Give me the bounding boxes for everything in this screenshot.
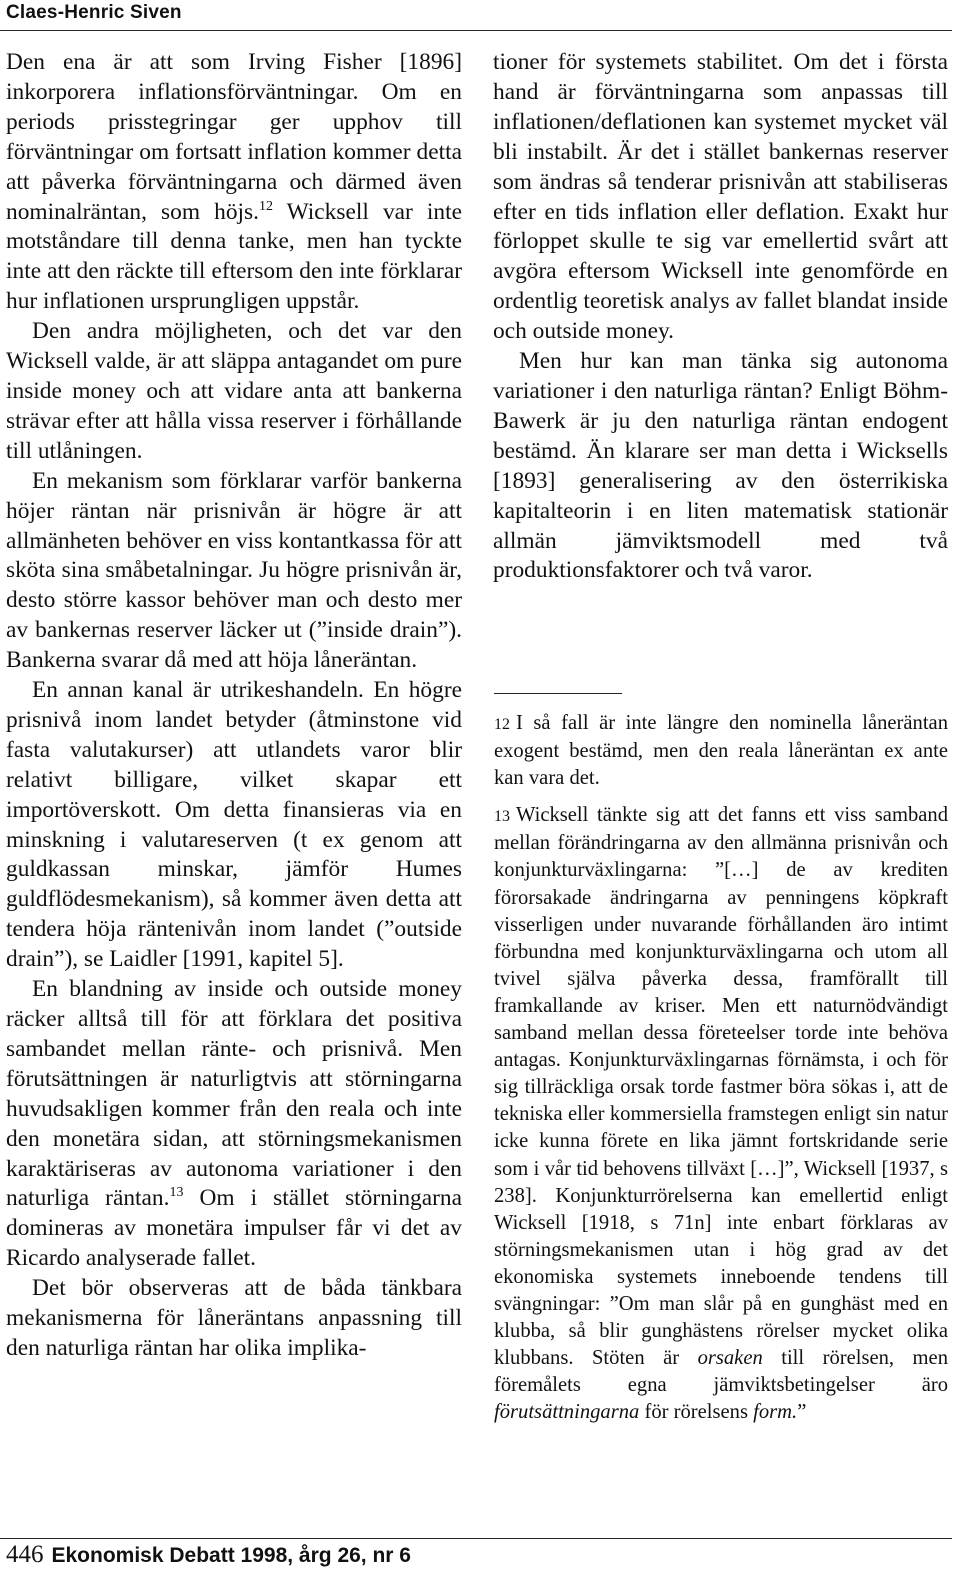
- paragraph: tioner för systemets stabilitet. Om det i första hand är förväntningarna som anpassas till inflationen/deflationen kan systemet mycket väl bli instabilt. Är det i stället bankernas reserver som ändras så tenderar prisnivån att stabiliseras efter en tids inflation eller deflation. Exakt hur förloppet skulle te sig var emellertid svårt att avgöra eftersom Wicksell inte genomförde en ordentlig teoretisk analys av fallet blandat inside och outside money.: [493, 49, 948, 345]
- paragraph: En mekanism som förklarar varför bankerna höjer räntan när prisnivån är högre är att allmänheten behöver en viss kontantkassa för att sköta sina småbetalningar. Ju högre prisnivån är, desto större kassor behöver man och desto mer av bankernas reserver läcker ut (”inside drain”). Bankerna svarar då med att höja låneräntan.: [6, 467, 462, 674]
- footnote-text: Wicksell tänkte sig att det fanns ett viss samband mellan förändringarna av den allmänna prisnivån och konjunkturväxlingarna: ”[…] de av krediten förorsakade ändringarna av penningens köpkraft visserligen under nuvarande förhållanden äro intimt förbundna med konjunkturväxlingarna och utom all tvivel själva påverka dessa, framförallt till framkallande av kriser. Men ett naturnödvändigt samband mellan dessa företeelser torde inte behöva antagas. Konjunkturväxlingarnas förnämsta, i och för sig tillräckliga orsak torde fastmer böra sökas i, att de tekniska eller kommersiella framstegen enligt sin natur icke kunna förete en lika jämnt fortskridande serie som i vår tid behovens tillväxt […]”, Wicksell [1937, s 238]. Konjunkturrörelserna kan emellertid enligt Wicksell [1918, s 71n] inte enbart förklaras av störningsmekanismen utan i hög grad av det ekonomiska systemets inneboende tendens till svängningar: ”Om man slår på en gunghäst med en klubba, så blir gunghästens rörelser mycket olika klubbans. Stöten är: [494, 804, 948, 1370]
- footnote-number: 13: [494, 808, 510, 826]
- footnote-text: I så fall är inte längre den nominella låneräntan exogent bestämd, men den reala låneräntan ex ante kan vara det.: [494, 712, 948, 790]
- footnotes: [494, 710, 948, 1436]
- paragraph: Den andra möjligheten, och det var den Wicksell valde, är att släppa antagandet om pure inside money och att vidare anta att bankerna strävar efter att hålla vissa reserver i förhållande till utlåningen.: [6, 318, 462, 464]
- footnote-text: ”: [797, 1401, 807, 1424]
- footnote-13: [494, 802, 948, 1426]
- footnote-number: 12: [494, 716, 510, 733]
- paragraph-text: Om i stället störningarna domineras av monetära impulser får vi det av Ricardo analyserade fallet.: [6, 1185, 462, 1272]
- footnote-rule: [494, 693, 622, 694]
- emphasis: form.: [753, 1401, 798, 1424]
- journal-citation: Ekonomisk Debatt 1998, årg 26, nr 6: [51, 1544, 411, 1567]
- footnote-text: till rörelsen, men föremålets egna jämviktsbetingelser äro: [494, 1347, 948, 1397]
- footnote-12: [494, 710, 948, 792]
- footer-rule: [0, 1538, 952, 1539]
- paragraph: Men hur kan man tänka sig autonoma variationer i den naturliga räntan? Enligt Böhm-Bawerk är ju den naturliga räntan endogent bestämd. Än klarare ser man detta i Wicksells [1893] generalisering av den österrikiska kapitalteorin i en liten matematisk stationär allmän jämviktsmodell med två produktionsfaktorer och två varor.: [493, 348, 948, 584]
- emphasis: förutsättningarna: [494, 1401, 640, 1424]
- paragraph: [6, 48, 462, 317]
- emphasis: orsaken: [697, 1347, 763, 1370]
- right-column: [493, 48, 948, 586]
- paragraph-text: Den ena är att som Irving Fisher [1896] inkorporera inflationsförväntningar. Om en periods prisstegringar ger upphov till förväntningar om fortsatt inflation kommer detta att påverka förväntningarna och därmed även nominalräntan, som höjs.: [6, 49, 462, 225]
- running-header-author: Claes-Henric Siven: [6, 2, 182, 23]
- footnote-ref-12[interactable]: 12: [258, 198, 273, 214]
- header-rule: [0, 30, 952, 31]
- left-column: [6, 48, 462, 1364]
- footnote-ref-13[interactable]: 13: [169, 1185, 184, 1201]
- paragraph: [6, 975, 462, 1274]
- page-footer: [6, 1541, 411, 1569]
- paragraph-text: Wicksell var inte motståndare till denna tanke, men han tyckte inte att den räckte till eftersom den inte förklarar hur inflationen ursprungligen uppstår.: [6, 198, 462, 315]
- paragraph: Det bör observeras att de båda tänkbara mekanismerna för låneräntans anpassning till den naturliga räntan har olika implika-: [6, 1275, 462, 1361]
- paragraph-text: En blandning av inside och outside money räcker alltså till för att förklara det positiva sambandet mellan ränte- och prisnivå. Men förutsättningen är naturligtvis att störningarna huvudsakligen kommer från den reala och inte den monetära sidan, att störningsmekanismen karaktäriseras av autonoma variationer i den naturliga räntan.: [6, 976, 462, 1212]
- page-number: 446: [6, 1541, 44, 1568]
- paragraph: En annan kanal är utrikeshandeln. En högre prisnivå inom landet betyder (åtminstone vid fasta valutakurser) att utlandets varor blir relativt billigare, vilket skapar ett importöverskott. Om detta finansieras via en minskning i valutareserven (t ex genom att guldkassan minskar, jämför Humes guldflödesmekanism), så kommer även detta att tendera höja räntenivån inom landet (”outside drain”), se Laidler [1991, kapitel 5].: [6, 677, 462, 973]
- footnote-text: för rörelsens: [639, 1401, 754, 1424]
